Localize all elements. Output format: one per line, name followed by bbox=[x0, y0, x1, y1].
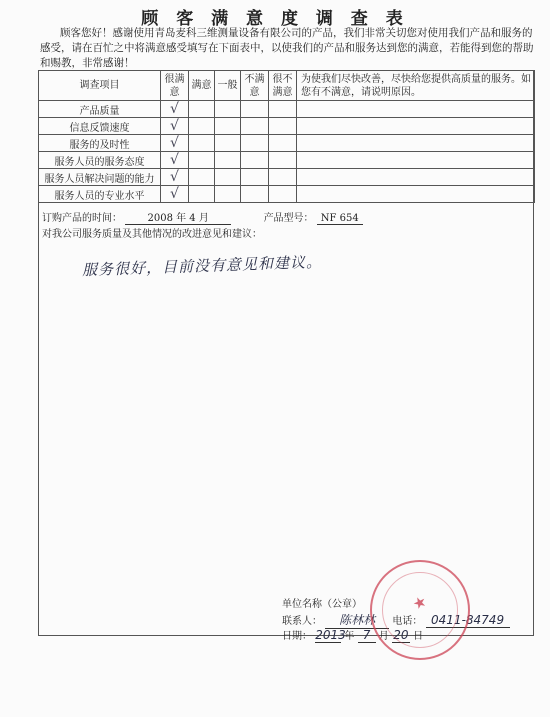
check-mark: √ bbox=[161, 118, 189, 135]
order-time-label: 订购产品的时间： bbox=[42, 213, 122, 224]
table-row bbox=[39, 101, 535, 118]
unit-name-line bbox=[282, 595, 362, 610]
order-info-line bbox=[42, 209, 363, 225]
product-model-label: 产品型号： bbox=[263, 213, 314, 224]
check-mark: √ bbox=[161, 152, 189, 169]
date-month-suffix: 月 bbox=[378, 631, 389, 642]
row-item-label: 服务的及时性 bbox=[39, 135, 161, 152]
empty-cell bbox=[269, 135, 297, 152]
empty-cell bbox=[189, 118, 215, 135]
table-row bbox=[39, 152, 535, 169]
empty-cell bbox=[215, 135, 241, 152]
check-mark: √ bbox=[161, 169, 189, 186]
empty-cell bbox=[189, 101, 215, 118]
unit-name-label: 单位名称（公章） bbox=[282, 599, 362, 610]
empty-cell bbox=[269, 118, 297, 135]
row-item-label: 服务人员的专业水平 bbox=[39, 186, 161, 203]
empty-cell bbox=[241, 152, 269, 169]
check-mark: √ bbox=[161, 135, 189, 152]
contact-value: 陈林林 bbox=[325, 611, 389, 629]
date-year-suffix: 年 bbox=[344, 631, 355, 642]
date-year: 2013 bbox=[315, 628, 346, 642]
phone-value: 0411-84749 bbox=[426, 613, 510, 628]
header-satisfied: 满意 bbox=[189, 71, 215, 101]
empty-cell bbox=[241, 118, 269, 135]
empty-cell bbox=[189, 169, 215, 186]
date-label: 日期： bbox=[282, 631, 312, 642]
suggestion-label: 对我公司服务质量及其他情况的改进意见和建议： bbox=[42, 229, 262, 240]
table-row bbox=[39, 118, 535, 135]
company-seal-stamp bbox=[370, 560, 470, 660]
row-item-label: 服务人员的服务态度 bbox=[39, 152, 161, 169]
header-item: 调查项目 bbox=[39, 71, 161, 101]
empty-cell bbox=[269, 101, 297, 118]
empty-cell bbox=[241, 186, 269, 203]
empty-cell bbox=[189, 152, 215, 169]
table-row bbox=[39, 186, 535, 203]
product-model-value: NF 654 bbox=[317, 213, 363, 225]
empty-cell bbox=[215, 186, 241, 203]
note-cell bbox=[297, 169, 535, 186]
check-mark: √ bbox=[161, 101, 189, 118]
page-title: 顾 客 满 意 度 调 查 表 bbox=[141, 9, 409, 29]
empty-cell bbox=[215, 101, 241, 118]
note-cell bbox=[297, 186, 535, 203]
seal-star-icon: ★ bbox=[411, 594, 429, 613]
note-cell bbox=[297, 152, 535, 169]
empty-cell bbox=[241, 135, 269, 152]
empty-cell bbox=[189, 186, 215, 203]
row-item-label: 信息反馈速度 bbox=[39, 118, 161, 135]
note-cell bbox=[297, 101, 535, 118]
intro-paragraph: 顾客您好！感谢使用青岛麦科三维测量设备有限公司的产品，我们非常关切您对使用我们产品和服务的感受，请在百忙之中将满意感受填写在下面表中，以使我们的产品和服务达到您的满意，若能得到您的帮助和赐教，非常感谢！ bbox=[40, 27, 534, 69]
note-cell bbox=[297, 118, 535, 135]
date-month: 7 bbox=[358, 628, 376, 643]
contact-label: 联系人： bbox=[282, 616, 322, 627]
empty-cell bbox=[241, 169, 269, 186]
row-item-label: 产品质量 bbox=[39, 101, 161, 118]
table-row bbox=[39, 135, 535, 152]
empty-cell bbox=[269, 169, 297, 186]
check-mark: √ bbox=[161, 186, 189, 203]
empty-cell bbox=[215, 152, 241, 169]
empty-cell bbox=[269, 186, 297, 203]
header-note: 为使我们尽快改善，尽快给您提供高质量的服务。如您有不满意，请说明原因。 bbox=[297, 71, 535, 101]
date-day-suffix: 日 bbox=[413, 631, 424, 642]
phone-label: 电话： bbox=[392, 616, 423, 627]
empty-cell bbox=[241, 101, 269, 118]
survey-table bbox=[38, 70, 535, 203]
header-dissatisfied: 不满意 bbox=[241, 71, 269, 101]
empty-cell bbox=[269, 152, 297, 169]
empty-cell bbox=[189, 135, 215, 152]
header-average: 一般 bbox=[215, 71, 241, 101]
empty-cell bbox=[215, 169, 241, 186]
header-very-dissatisfied: 很不满意 bbox=[269, 71, 297, 101]
table-row bbox=[39, 169, 535, 186]
table-header-row bbox=[39, 71, 535, 101]
date-day: 20 bbox=[393, 628, 409, 642]
header-very-satisfied: 很满意 bbox=[161, 71, 189, 101]
handwritten-comment: 服务很好，目前没有意见和建议。 bbox=[81, 252, 323, 280]
note-cell bbox=[297, 135, 535, 152]
empty-cell bbox=[215, 118, 241, 135]
row-item-label: 服务人员解决问题的能力 bbox=[39, 169, 161, 186]
order-time-value: 2008 年 4 月 bbox=[125, 209, 231, 225]
